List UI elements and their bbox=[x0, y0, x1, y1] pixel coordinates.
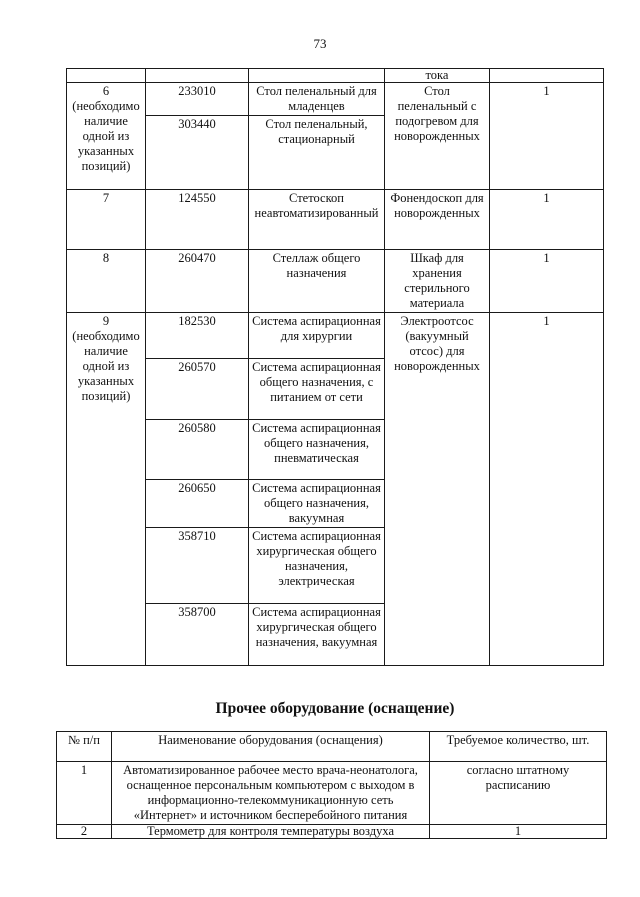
alt-name-cell: Стол пеленальный с подогревом для новорожденных bbox=[385, 83, 490, 190]
table-row bbox=[67, 250, 604, 313]
row-num: 2 bbox=[57, 825, 112, 839]
quantity-cell: 1 bbox=[490, 83, 604, 190]
name-cell: Стетоскоп неавтоматизированный bbox=[249, 190, 385, 250]
name-cell: Система аспирационная общего назначения, с питанием от сети bbox=[249, 359, 385, 420]
row-name: Термометр для контроля температуры воздуха bbox=[112, 825, 430, 839]
name-cell: Система аспирационная общего назначения, пневматическая bbox=[249, 420, 385, 480]
header-qty: Требуемое количество, шт. bbox=[430, 732, 607, 762]
quantity-cell: 1 bbox=[490, 250, 604, 313]
table-row bbox=[67, 190, 604, 250]
header-num: № п/п bbox=[57, 732, 112, 762]
code-cell: 260580 bbox=[146, 420, 249, 480]
group-note: (необходимо наличие одной из указанных позиций) bbox=[72, 329, 140, 403]
equipment-table bbox=[66, 68, 604, 666]
number-cell bbox=[67, 69, 146, 83]
group-note: (необходимо наличие одной из указанных позиций) bbox=[72, 99, 140, 173]
code-cell: 260650 bbox=[146, 480, 249, 528]
name-cell: Система аспирационная для хирургии bbox=[249, 313, 385, 359]
group-number-cell: 7 bbox=[67, 190, 146, 250]
table-row bbox=[57, 825, 607, 839]
code-cell: 182530 bbox=[146, 313, 249, 359]
code-cell: 124550 bbox=[146, 190, 249, 250]
quantity-cell: 1 bbox=[490, 313, 604, 666]
group-number: 6 bbox=[102, 84, 110, 98]
name-cell: Система аспирационная хирургическая общего назначения, вакуумная bbox=[249, 604, 385, 666]
name-cell: Стол пеленальный для младенцев bbox=[249, 83, 385, 116]
code-cell: 233010 bbox=[146, 83, 249, 116]
row-num: 1 bbox=[57, 762, 112, 825]
quantity-cell bbox=[490, 69, 604, 83]
table-row bbox=[67, 69, 604, 83]
code-cell: 260470 bbox=[146, 250, 249, 313]
code-cell bbox=[146, 69, 249, 83]
table-row bbox=[67, 83, 604, 116]
table-row bbox=[57, 762, 607, 825]
code-cell: 303440 bbox=[146, 116, 249, 190]
name-cell: Стол пеленальный, стационарный bbox=[249, 116, 385, 190]
alt-name-cell: тока bbox=[385, 69, 490, 83]
alt-name-cell: Электроотсос (вакуумный отсос) для новорожденных bbox=[385, 313, 490, 666]
group-number-cell bbox=[67, 83, 146, 190]
name-cell: Система аспирационная хирургическая общего назначения, электрическая bbox=[249, 528, 385, 604]
group-number-cell bbox=[67, 313, 146, 666]
table-header-row bbox=[57, 732, 607, 762]
row-name: Автоматизированное рабочее место врача-неонатолога, оснащенное персональным компьютером с выходом в информационно-телекоммуникационную сеть «Интернет» и источником бесперебойного питания bbox=[112, 762, 430, 825]
quantity-cell: 1 bbox=[490, 190, 604, 250]
code-cell: 358710 bbox=[146, 528, 249, 604]
section-title: Прочее оборудование (оснащение) bbox=[215, 700, 455, 717]
alt-name-cell: Шкаф для хранения стерильного материала bbox=[385, 250, 490, 313]
code-cell: 358700 bbox=[146, 604, 249, 666]
row-qty: согласно штатному расписанию bbox=[430, 762, 607, 825]
other-equipment-table bbox=[56, 731, 607, 839]
name-cell: Стеллаж общего назначения bbox=[249, 250, 385, 313]
header-name: Наименование оборудования (оснащения) bbox=[112, 732, 430, 762]
alt-name-cell: Фонендоскоп для новорожденных bbox=[385, 190, 490, 250]
row-qty: 1 bbox=[430, 825, 607, 839]
page-number: 73 bbox=[313, 36, 327, 51]
name-cell bbox=[249, 69, 385, 83]
group-number: 9 bbox=[102, 314, 110, 328]
name-cell: Система аспирационная общего назначения, вакуумная bbox=[249, 480, 385, 528]
group-number-cell: 8 bbox=[67, 250, 146, 313]
code-cell: 260570 bbox=[146, 359, 249, 420]
table-row bbox=[67, 313, 604, 359]
